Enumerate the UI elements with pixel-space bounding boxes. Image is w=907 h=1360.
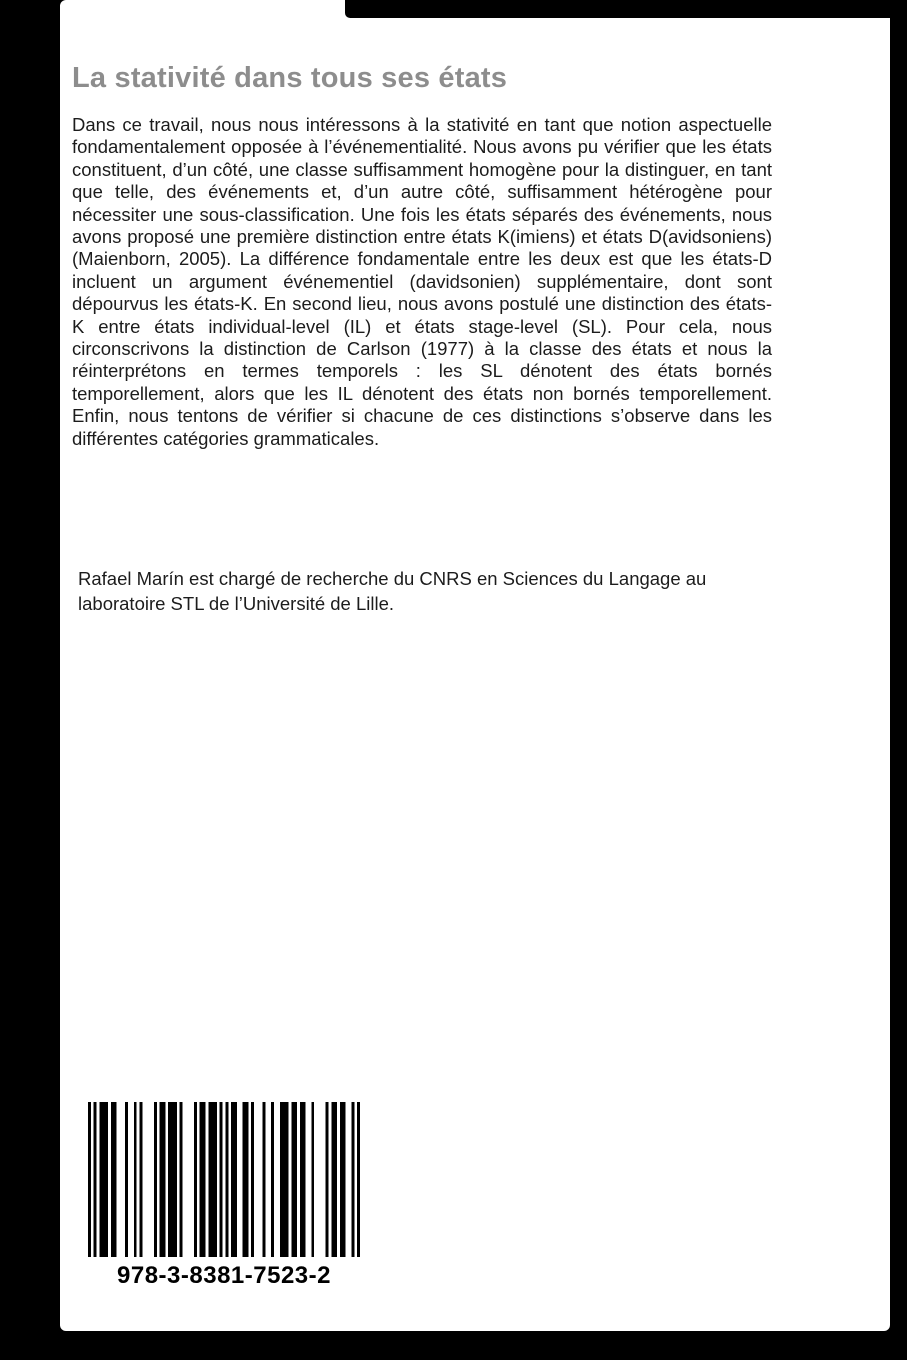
isbn-text: 978-3-8381-7523-2	[117, 1262, 331, 1289]
abstract-text: Dans ce travail, nous nous intéressons à la stativité en tant que notion aspectuelle fondamentalement opposée à l’événementialité. Nous avons pu vérifier que les états constituent, d’un côté, une classe suffisamment homogène pour la distinguer, en tant que telle, des événements et, d’un autre côté, suffisamment hétérogène pour nécessiter une sous-classification. Une fois les états séparés des événements, nous avons proposé une première distinction entre états K(imiens) et états D(avidsoniens) (Maienborn, 2005). La différence fondamentale entre les deux est que les états-D incluent un argument événementiel (davidsonien) supplémentaire, dont sont dépourvus les états-K. En second lieu, nous avons postulé une distinction des états-K entre états individual-level (IL) et états stage-level (SL). Pour cela, nous circonscrivons la distinction de Carlson (1977) à la classe des états et nous la réinterprétons en termes temporels : les SL dénotent des états bornés temporellement, alors que les IL dénotent des états non bornés temporellement. Enfin, nous tentons de vérifier si chacune de ces distinctions s’observe dans les différentes catégories grammaticales.	[72, 114, 772, 449]
top-black-tab	[345, 0, 890, 18]
isbn-barcode	[88, 1102, 360, 1257]
cover-card	[60, 0, 890, 1331]
author-bio: Rafael Marín est chargé de recherche du CNRS en Sciences du Langage au laboratoire STL de l’Université de Lille.	[78, 568, 707, 614]
cover-title: La stativité dans tous ses états	[72, 62, 508, 94]
